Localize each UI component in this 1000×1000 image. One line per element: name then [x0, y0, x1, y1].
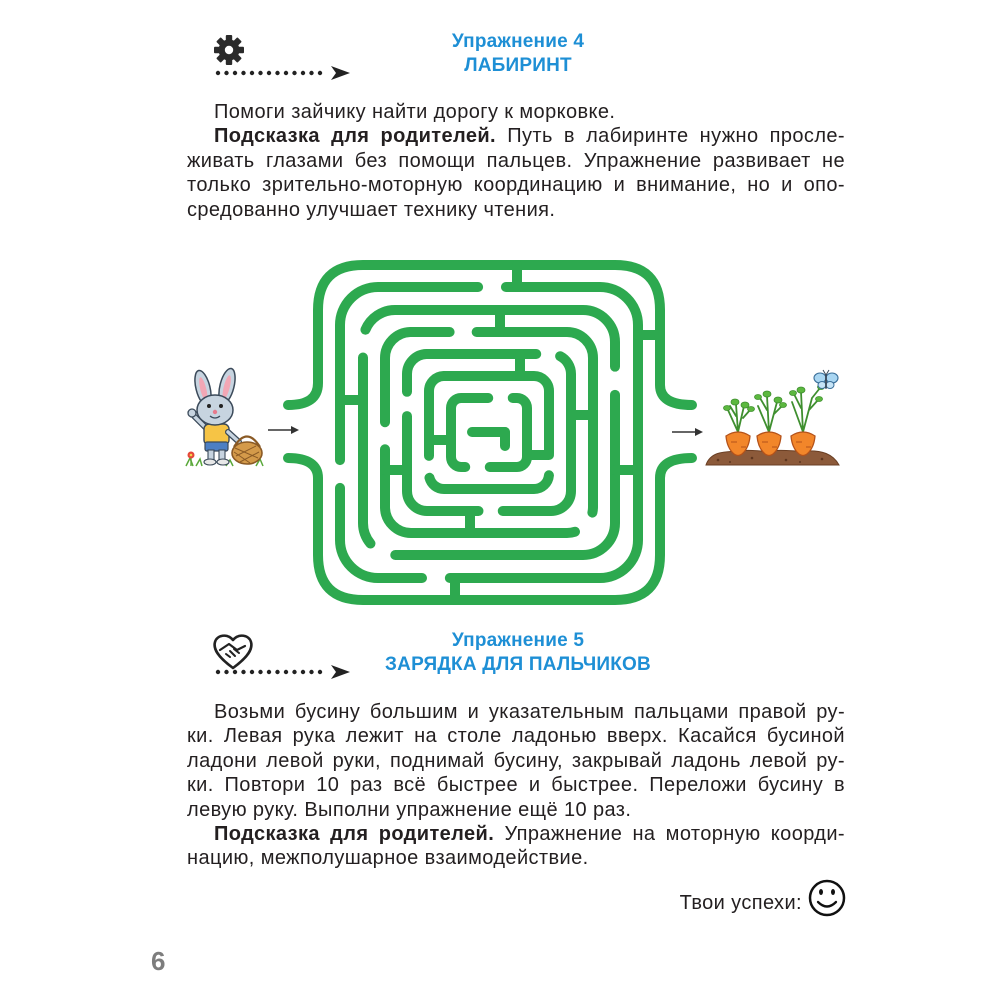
- text-line: левую руку. Выполни упражнение ещё 10 раз.: [187, 798, 632, 821]
- text-line: ладони левой руки, поднимай бусину, закрывай ладонь левой ру-: [187, 749, 845, 772]
- exercise-4-intro: Помоги зайчику найти дорогу к морковке.: [214, 101, 616, 123]
- heart-handshake-icon: [215, 636, 252, 668]
- text-line: нацию, межполушарное взаимодействие.: [187, 847, 589, 870]
- exercise-4-number: Упражнение 4: [451, 31, 585, 52]
- page-number: 6: [151, 946, 166, 976]
- hint-label: Подсказка для родителей.: [214, 125, 497, 148]
- smiley-icon: [810, 881, 844, 915]
- exit-arrow-icon: [672, 428, 703, 436]
- hare-illustration: [186, 367, 263, 466]
- hint-text: Упражнение на моторную коорди-: [504, 822, 845, 845]
- text-line: живать глазами без помощи пальцев. Упражнение развивает не: [187, 149, 845, 172]
- flower: [188, 452, 195, 467]
- maze: [288, 265, 692, 600]
- gear-icon: [214, 35, 244, 65]
- text-line: ки. Повтори 10 раз всё быстрее и быстрее. Переложи бусину в: [187, 774, 845, 797]
- exercise-5-text: [187, 700, 845, 871]
- exercise-5-title: ЗАРЯДКА ДЛЯ ПАЛЬЧИКОВ: [385, 654, 651, 675]
- text-line: [187, 822, 845, 846]
- butterfly: [814, 370, 838, 389]
- carrots-illustration: [706, 370, 839, 465]
- text-line: ки. Левая рука лежит на столе ладонью вверх. Касайся бусиной: [187, 725, 845, 748]
- entry-arrow-icon: [268, 426, 299, 434]
- text-line: средованно улучшает технику чтения.: [187, 198, 556, 221]
- text-line: Возьми бусину большим и указательным пальцами правой ру-: [214, 701, 845, 723]
- carrot-leaves: [728, 388, 820, 432]
- text-line: [187, 124, 845, 148]
- hint-label: Подсказка для родителей.: [214, 822, 495, 845]
- exercise-4-text: [187, 100, 845, 222]
- exercise-5-number: Упражнение 5: [451, 630, 585, 651]
- progress-label: Твои успехи:: [679, 892, 802, 914]
- exercise-4-title: ЛАБИРИНТ: [464, 55, 572, 76]
- text-line: только зрительно-моторную координацию и внимание, но и опо-: [187, 174, 845, 197]
- hint-text: Путь в лабиринте нужно просле-: [507, 125, 845, 148]
